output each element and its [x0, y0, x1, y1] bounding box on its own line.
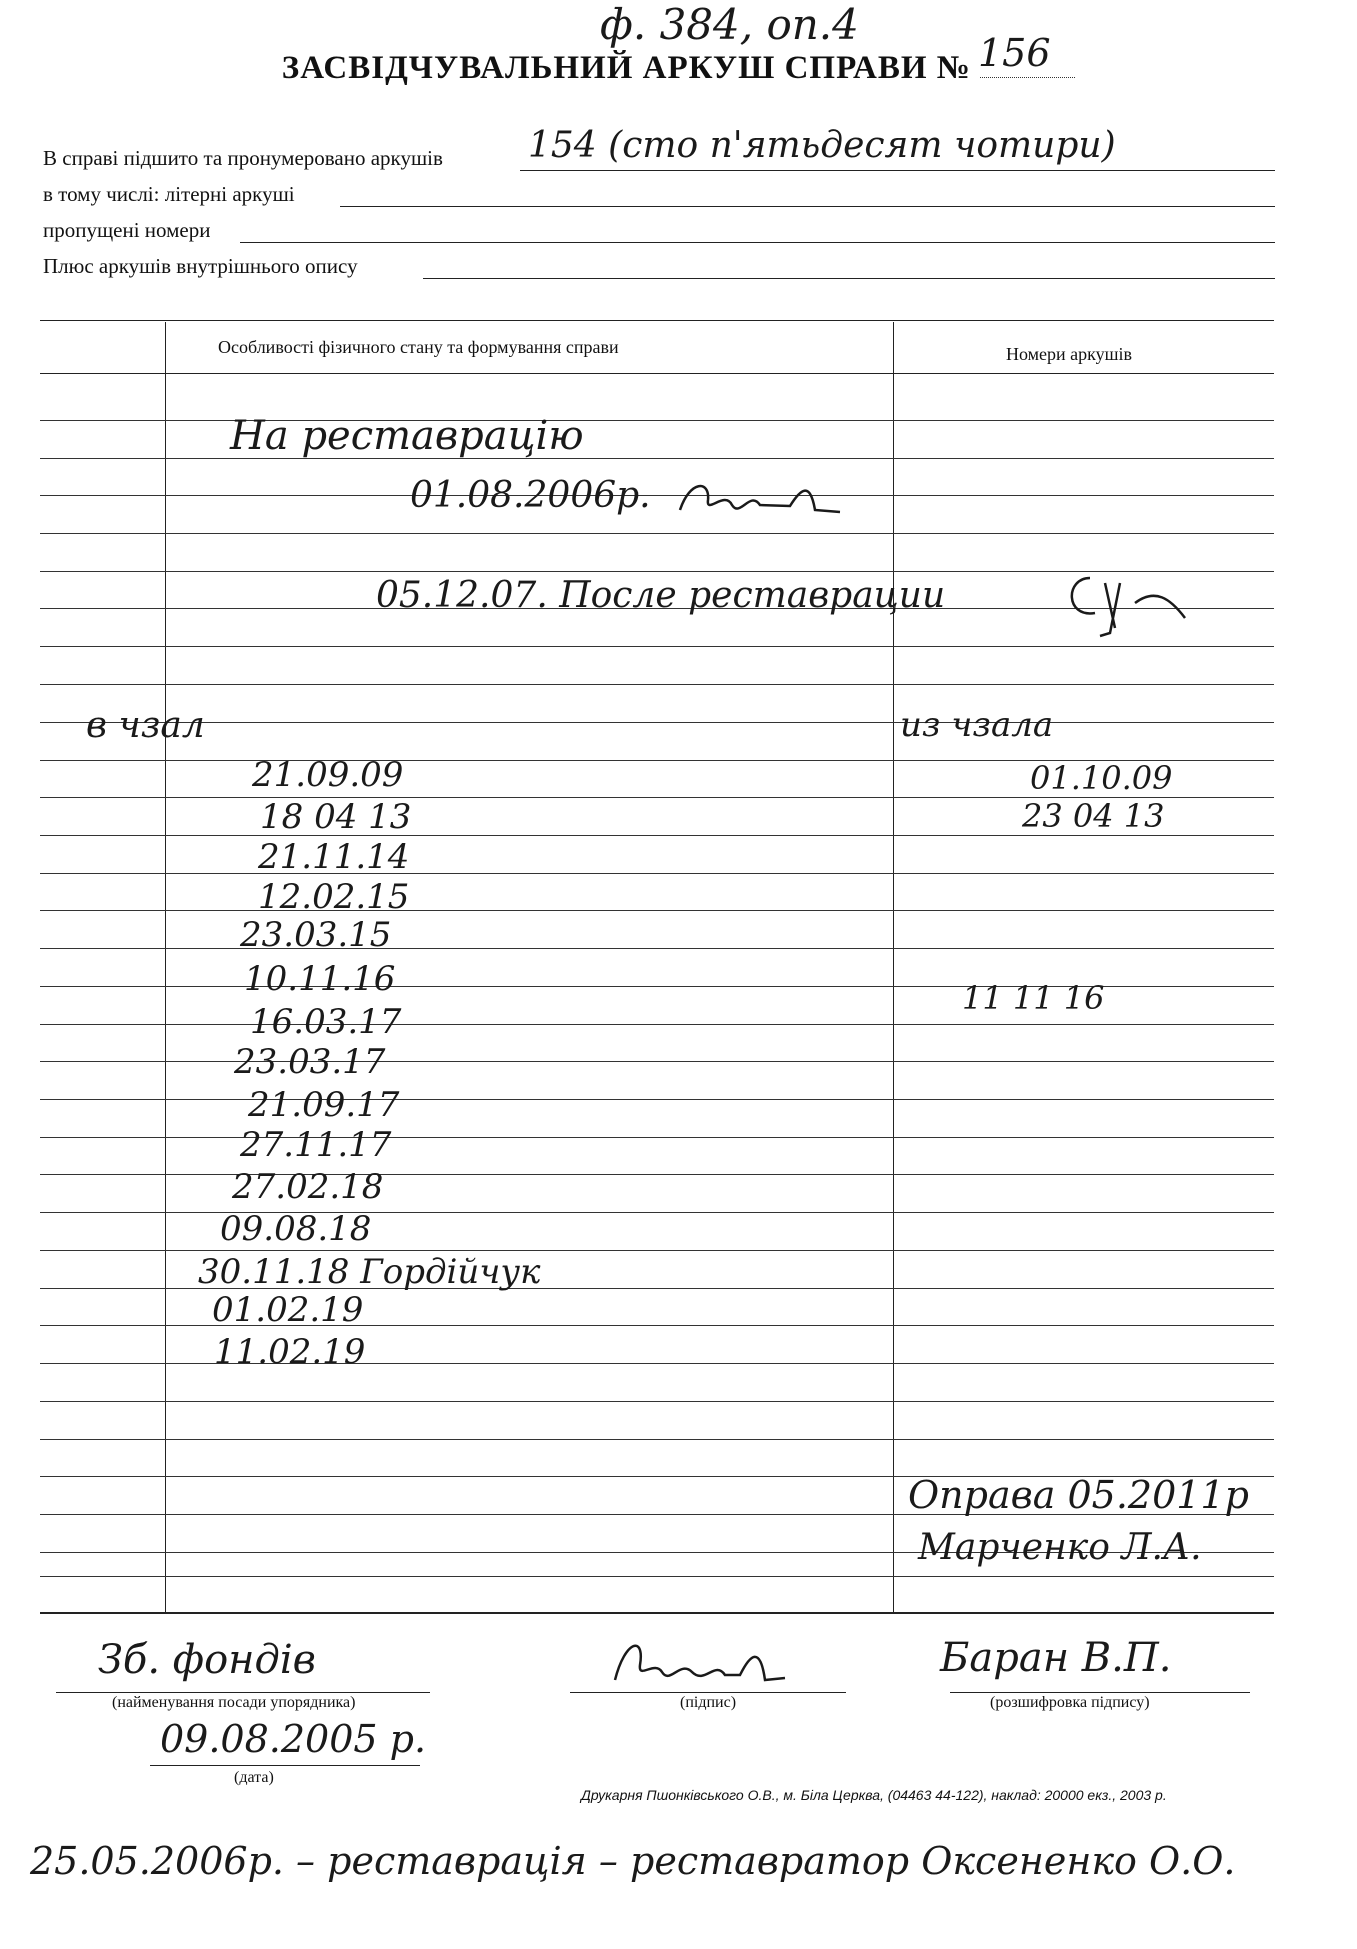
missing-numbers-fill-line	[240, 242, 1275, 243]
signature-caption: (підпис)	[680, 1694, 737, 1711]
hall-visit-date: 10.11.16	[244, 959, 396, 999]
hall-visit-date: 21.09.09	[252, 755, 404, 795]
letter-sheets-label: в тому числі: літерні аркуші	[43, 182, 295, 206]
table-left-column-rule	[165, 322, 166, 1612]
sheets-fill-line	[520, 170, 1275, 171]
restoration-date: 01.08.2006р.	[410, 475, 651, 516]
bottom-restoration-note: 25.05.2006р. – реставрація – реставратор Оксененко О.О.	[30, 1839, 1236, 1883]
column-header-sheet-numbers: Номери аркушів	[1006, 344, 1133, 364]
table-ruled-line	[40, 646, 1274, 647]
from-hall-note: из чзала	[900, 705, 1054, 745]
signature	[600, 1630, 790, 1700]
position-caption: (найменування посади упорядника)	[112, 1694, 356, 1711]
hall-visit-date: 12.02.15	[258, 877, 410, 917]
hall-visit-date: 27.11.17	[240, 1125, 392, 1165]
date-line	[150, 1765, 420, 1766]
decoding-line	[950, 1692, 1250, 1693]
table-header-rule	[40, 373, 1274, 374]
table-ruled-line	[40, 684, 1274, 685]
inventory-sheets-fill-line	[423, 278, 1275, 279]
table-ruled-line	[40, 1401, 1274, 1402]
inventory-sheets-label: Плюс аркушів внутрішнього опису	[43, 254, 358, 278]
table-bottom-rule	[40, 1612, 1274, 1614]
date-value: 09.08.2005 р.	[160, 1717, 427, 1761]
hall-visit-date: 23.03.17	[234, 1042, 386, 1082]
position-line	[56, 1692, 430, 1693]
decoding-value: Баран В.П.	[940, 1635, 1172, 1681]
hall-visit-date: 27.02.18	[232, 1167, 384, 1207]
table-ruled-line	[40, 533, 1274, 534]
hall-visit-date: 30.11.18 Гордійчук	[198, 1252, 541, 1292]
decoding-caption: (розшифровка підпису)	[990, 1694, 1150, 1711]
after-restoration-note: 05.12.07. После реставрации	[376, 575, 946, 616]
table-ruled-line	[40, 458, 1274, 459]
sheets-label: В справі підшито та пронумеровано аркушів	[43, 146, 443, 170]
table-right-column-rule	[893, 322, 894, 1612]
page-title	[0, 50, 1357, 87]
sheets-value: 154 (сто п'ятьдесят чотири)	[528, 125, 1116, 166]
hall-visit-date: 01.02.19	[212, 1290, 364, 1330]
hall-visit-date: 21.11.14	[258, 837, 410, 877]
hall-visit-date: 11.02.19	[214, 1332, 366, 1372]
restoration-signature	[670, 470, 850, 530]
table-ruled-line	[40, 1061, 1274, 1062]
archive-reference: ф. 384, оп.4	[600, 0, 859, 49]
hall-visit-date: 18 04 13	[260, 797, 412, 837]
binding-note: Оправа 05.2011р	[908, 1473, 1249, 1517]
table-ruled-line	[40, 1576, 1274, 1577]
hall-visit-date: 16.03.17	[250, 1002, 402, 1042]
table-ruled-line	[40, 873, 1274, 874]
hall-return-date: 01.10.09	[1030, 759, 1173, 797]
table-ruled-line	[40, 1439, 1274, 1440]
table-ruled-line	[40, 910, 1274, 911]
table-ruled-line	[40, 420, 1274, 421]
missing-numbers-label: пропущені номери	[43, 218, 211, 242]
hall-visit-date: 21.09.17	[248, 1085, 400, 1125]
printer-imprint: Друкарня Пшонківського О.В., м. Біла Церква, (04463 44-122), наклад: 20000 екз., 2003 р.	[581, 1787, 1167, 1803]
table-ruled-line	[40, 1250, 1274, 1251]
hall-visit-date: 23.03.15	[240, 915, 392, 955]
table-ruled-line	[40, 835, 1274, 836]
table-top-rule	[40, 320, 1274, 321]
after-restoration-signature	[1060, 558, 1240, 638]
letter-sheets-fill-line	[340, 206, 1275, 207]
to-hall-note: в чзал	[86, 705, 205, 746]
table-ruled-line	[40, 495, 1274, 496]
hall-visit-date: 09.08.18	[220, 1209, 372, 1249]
table-ruled-line	[40, 948, 1274, 949]
hall-return-date: 23 04 13	[1022, 797, 1165, 835]
case-number: 156	[978, 31, 1051, 75]
title-text: ЗАСВІДЧУВАЛЬНИЙ АРКУШ СПРАВИ №	[281, 50, 971, 86]
hall-return-date: 11 11 16	[962, 979, 1105, 1017]
binding-master: Марченко Л.А.	[918, 1527, 1202, 1568]
table-ruled-line	[40, 722, 1274, 723]
column-header-condition: Особливості фізичного стану та формування справи	[218, 337, 619, 357]
table-ruled-line	[40, 1024, 1274, 1025]
position-value: Зб. фондів	[98, 1637, 316, 1683]
table-ruled-line	[40, 1099, 1274, 1100]
table-ruled-line	[40, 1174, 1274, 1175]
restoration-note: На реставрацію	[230, 413, 584, 459]
table-ruled-line	[40, 1137, 1274, 1138]
date-caption: (дата)	[234, 1769, 274, 1786]
